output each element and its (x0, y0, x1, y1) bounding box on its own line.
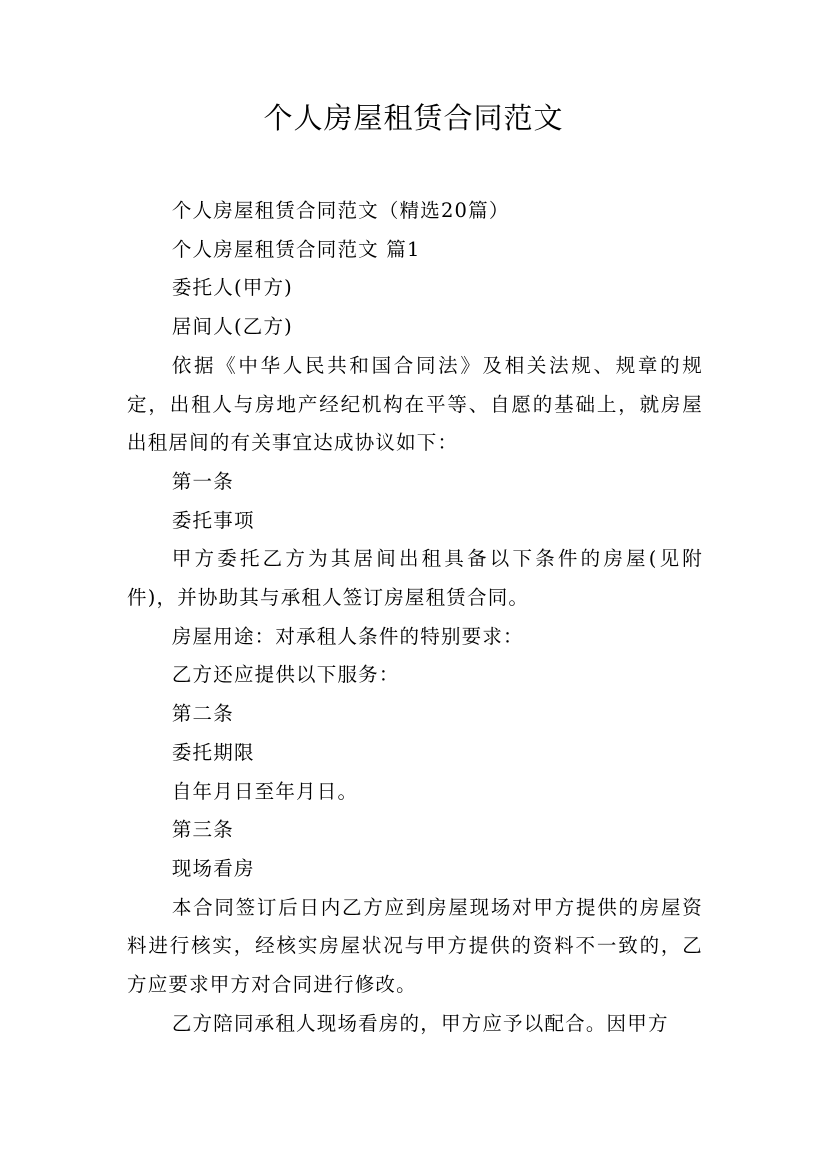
paragraph-section-heading: 个人房屋租赁合同范文 篇1 (171, 237, 421, 261)
paragraph-party-a: 委托人(甲方) (171, 276, 293, 300)
paragraph-article-2: 第二条 (171, 702, 234, 726)
paragraph-party-b: 居间人(乙方) (171, 315, 293, 339)
paragraph-article-1-body: 甲方委托乙方为其居间出租具备以下条件的房屋(见附件)，并协助其与承租人签订房屋租赁合同。 (127, 547, 703, 610)
paragraph-article-1: 第一条 (171, 469, 234, 493)
paragraph-preamble: 依据《中华人民共和国合同法》及相关法规、规章的规定，出租人与房地产经纪机构在平等、自愿的基础上，就房屋出租居间的有关事宜达成协议如下： (127, 353, 703, 455)
paragraph-article-2-heading: 委托期限 (171, 740, 255, 764)
paragraph-article-3-body: 本合同签订后日内乙方应到房屋现场对甲方提供的房屋资料进行核实，经核实房屋状况与甲方提供的资料不一致的，乙方应要求甲方对合同进行修改。 (127, 895, 703, 997)
paragraph-article-3-heading: 现场看房 (171, 856, 255, 880)
document-title: 个人房屋租赁合同范文 (263, 101, 564, 135)
paragraph-article-3-viewing: 乙方陪同承租人现场看房的，甲方应予以配合。因甲方 (171, 1011, 669, 1035)
paragraph-house-use: 房屋用途：对承租人条件的特别要求： (171, 624, 524, 648)
document-body (127, 192, 703, 1043)
paragraph-article-3: 第三条 (171, 818, 234, 842)
paragraph-services: 乙方还应提供以下服务： (171, 663, 400, 687)
paragraph-article-1-heading: 委托事项 (171, 508, 255, 532)
paragraph-article-2-body: 自年月日至年月日。 (171, 779, 359, 803)
paragraph-collection-title: 个人房屋租赁合同范文（精选20篇） (171, 199, 510, 222)
